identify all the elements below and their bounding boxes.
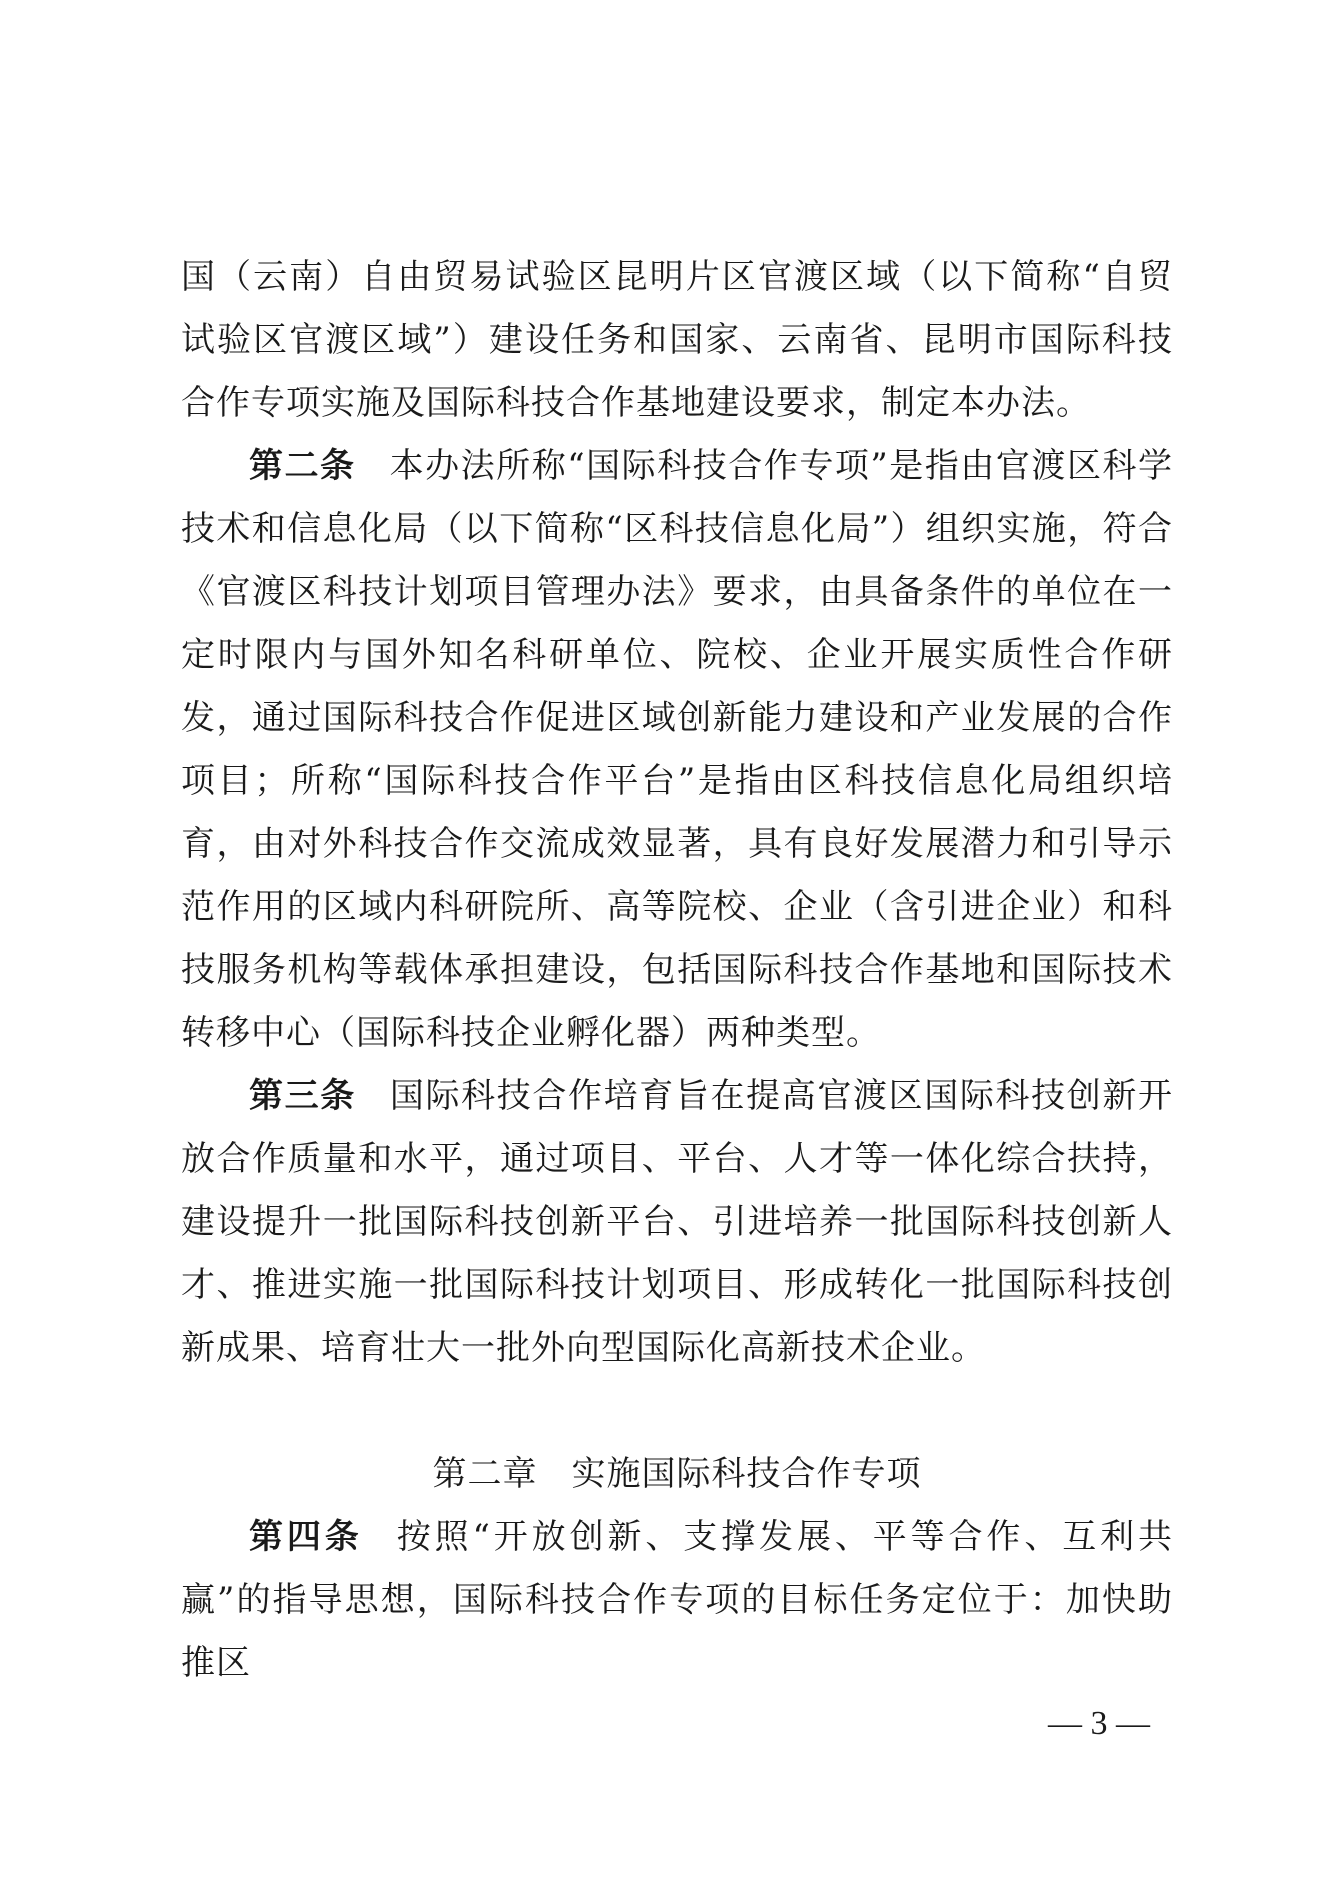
document-body bbox=[181, 246, 1173, 1695]
article-2-text: 本办法所称“国际科技合作专项”是指由官渡区科学技术和信息化局（以下简称“区科技信息化局”）组织实施，符合《官渡区科技计划项目管理办法》要求，由具备条件的单位在一定时限内与国外知名科研单位、院校、企业开展实质性合作研发，通过国际科技合作促进区域创新能力建设和产业发展的合作项目；所称“国际科技合作平台”是指由区科技信息化局组织培育，由对外科技合作交流成效显著，具有良好发展潜力和引导示范作用的区域内科研院所、高等院校、企业（含引进企业）和科技服务机构等载体承担建设，包括国际科技合作基地和国际技术转移中心（国际科技企业孵化器）两种类型。 bbox=[181, 446, 1174, 1053]
article-3-text: 国际科技合作培育旨在提高官渡区国际科技创新开放合作质量和水平，通过项目、平台、人才等一体化综合扶持，建设提升一批国际科技创新平台、引进培养一批国际科技创新人才、推进实施一批国际科技计划项目、形成转化一批国际科技创新成果、培育壮大一批外向型国际化高新技术企业。 bbox=[181, 1076, 1173, 1368]
article-2-label: 第二条 bbox=[249, 446, 356, 486]
article-4-paragraph bbox=[181, 1506, 1173, 1695]
article-4-text: 按照“开放创新、支撑发展、平等合作、互利共赢”的指导思想，国际科技合作专项的目标任务定位于：加快助推区 bbox=[181, 1517, 1174, 1683]
continuation-paragraph: 国（云南）自由贸易试验区昆明片区官渡区域（以下简称“自贸试验区官渡区域”）建设任务和国家、云南省、昆明市国际科技合作专项实施及国际科技合作基地建设要求，制定本办法。 bbox=[181, 257, 1173, 423]
article-4-label: 第四条 bbox=[249, 1517, 363, 1557]
chapter-heading bbox=[181, 1443, 1173, 1506]
article-2-paragraph bbox=[181, 435, 1173, 1065]
article-3-paragraph bbox=[181, 1065, 1173, 1380]
article-3-label: 第三条 bbox=[249, 1076, 356, 1116]
page-number: — 3 — bbox=[1048, 1705, 1150, 1742]
chapter-number: 第二章 bbox=[432, 1454, 538, 1494]
chapter-title: 实施国际科技合作专项 bbox=[571, 1454, 922, 1494]
